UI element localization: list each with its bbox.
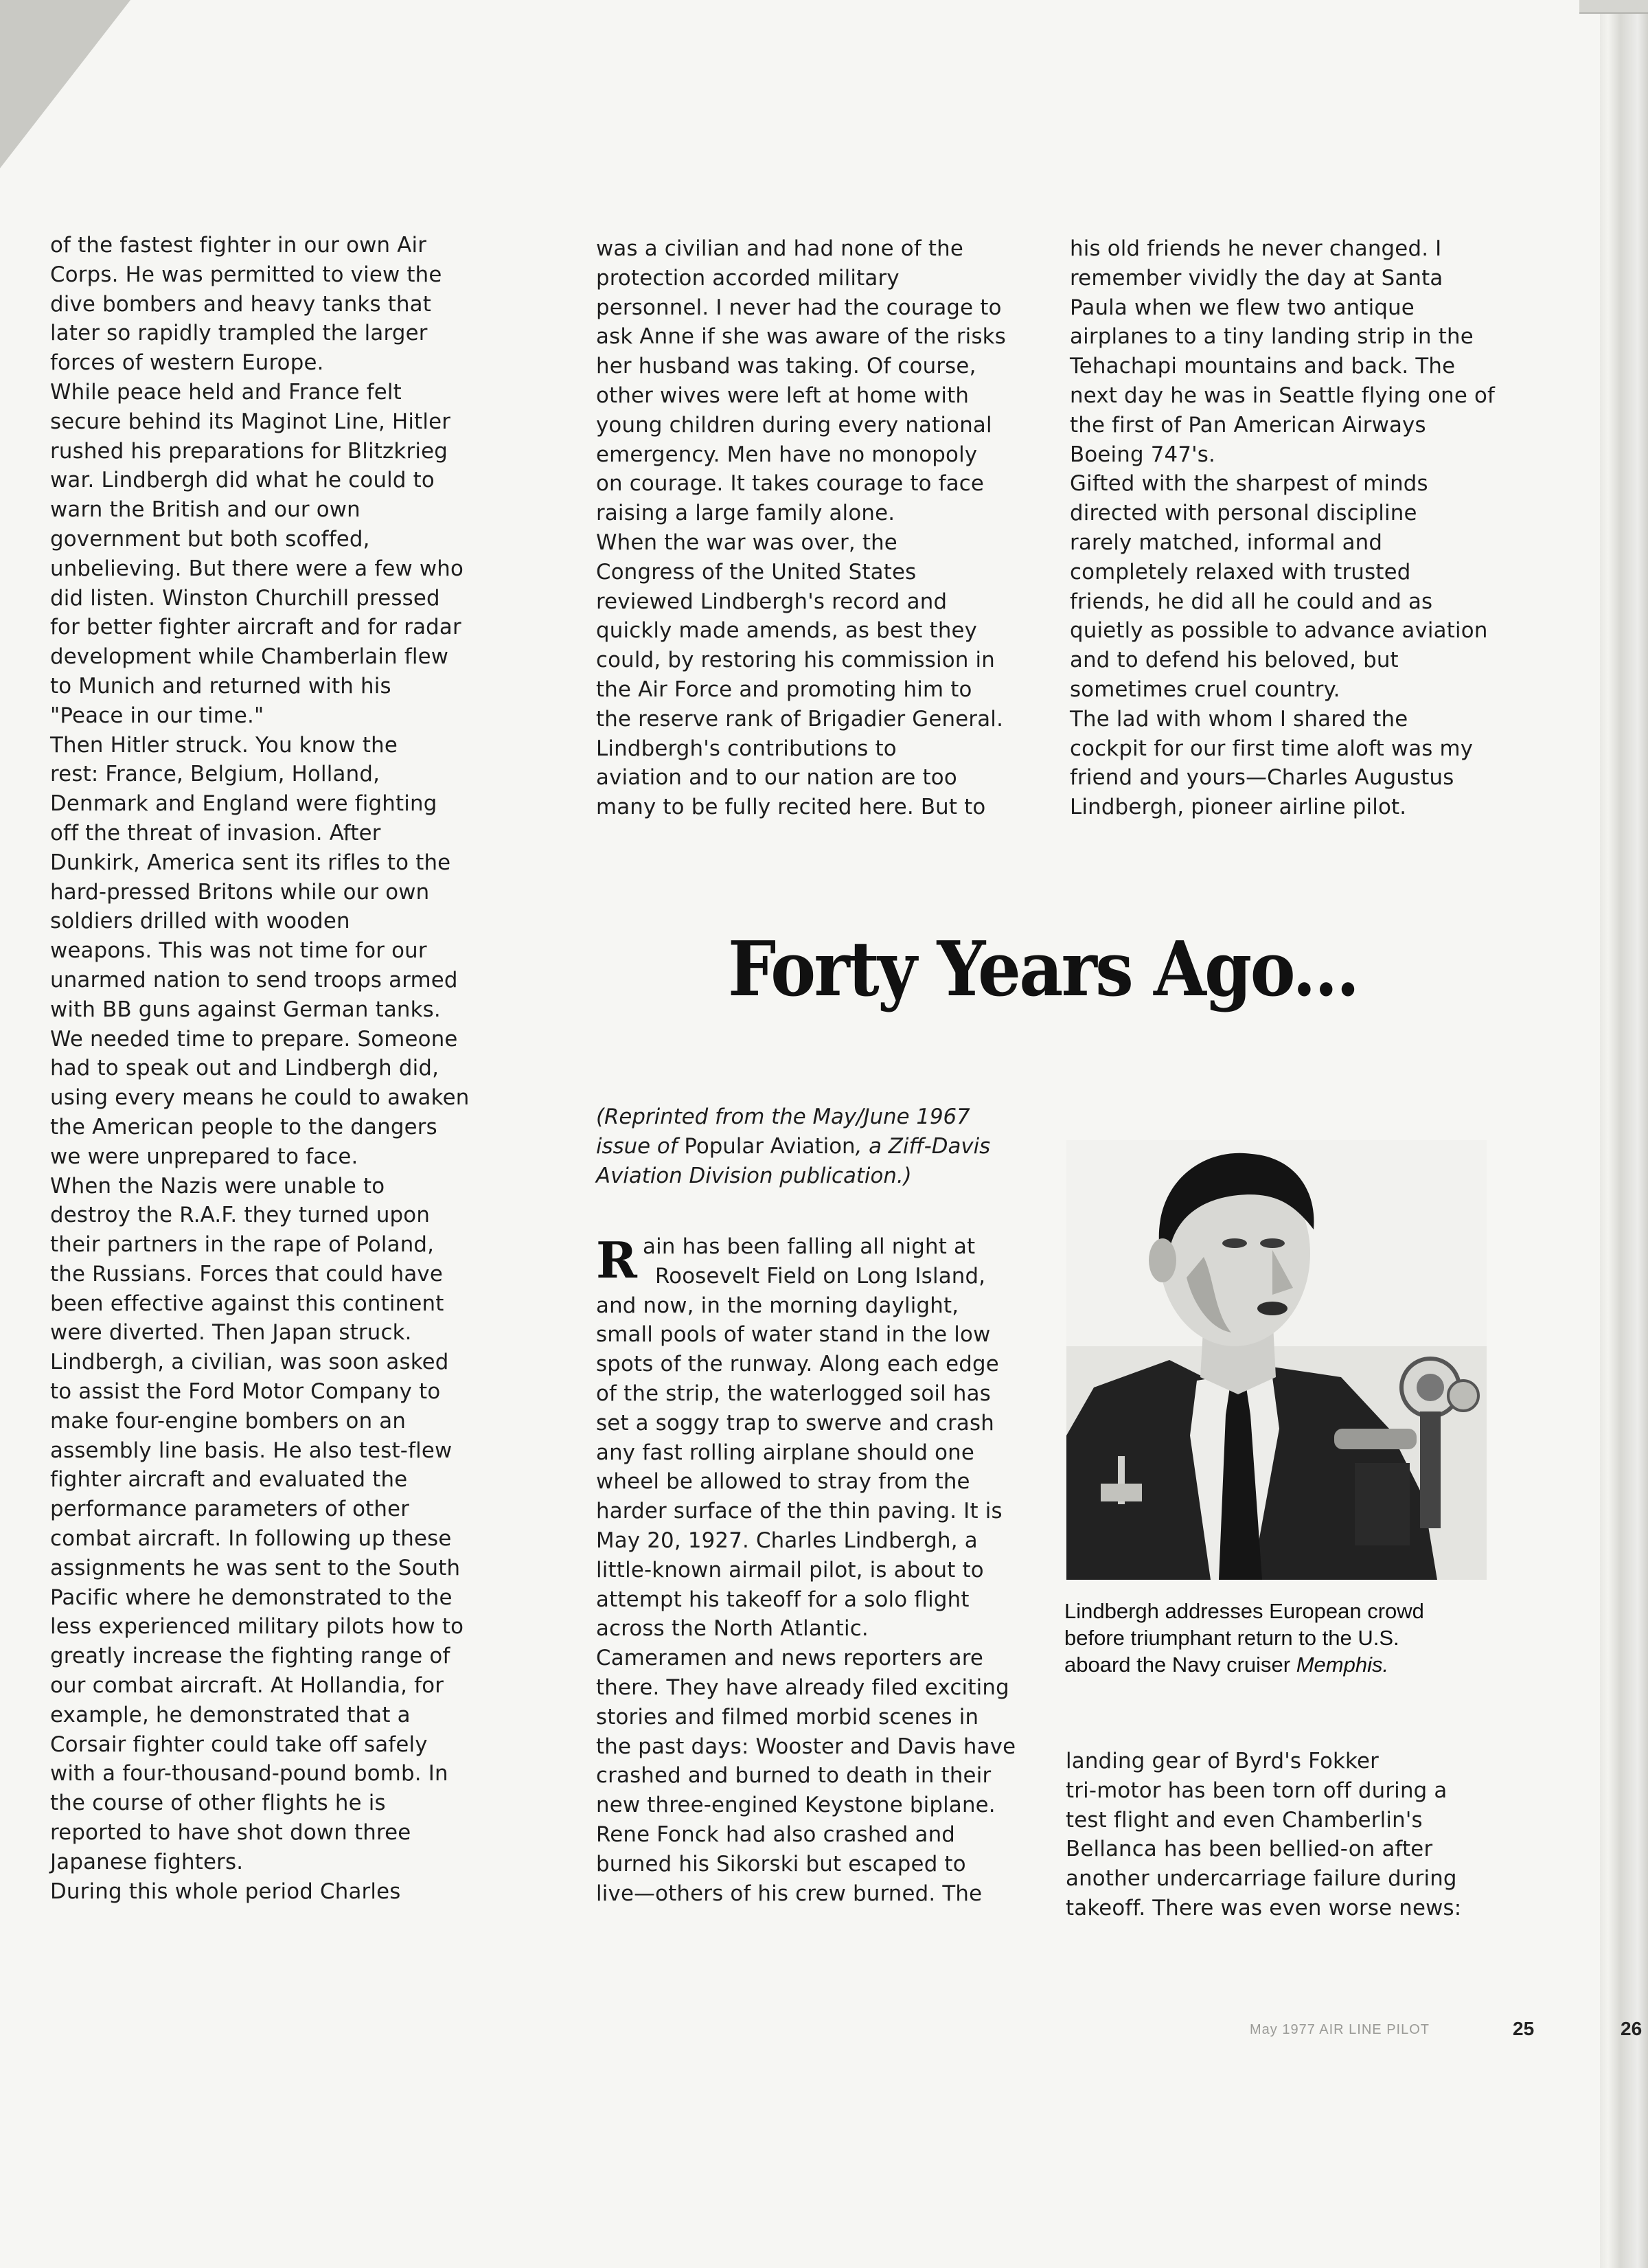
text-line: aviation and to our nation are too [596,765,957,791]
article-column [596,1232,1029,1908]
text-line: on courage. It takes courage to face [596,471,985,497]
text-line: were diverted. Then Japan struck. [50,1320,412,1346]
text-line: our combat aircraft. At Hollandia, for [50,1673,444,1699]
text-line: the American people to the dangers [50,1114,437,1139]
text-line: reviewed Lindbergh's record and [596,589,948,614]
reprint-note [596,1102,1090,1190]
text-line: cockpit for our first time aloft was my [1070,736,1474,761]
text-line: for better fighter aircraft and for radar [50,615,461,640]
text-line: May 20, 1927. Charles Lindbergh, a [596,1528,978,1553]
text-line: combat aircraft. In following up these [50,1526,452,1552]
caption-line: aboard the Navy cruiser [1064,1653,1296,1677]
text-line: another undercarriage failure during [1066,1866,1457,1892]
text-line: assembly line basis. He also test-flew [50,1438,453,1463]
text-line: Boeing 747's. [1070,442,1216,467]
text-line: soldiers drilled with wooden [50,909,350,934]
text-line: of the fastest fighter in our own Air [50,233,427,258]
text-line: the first of Pan American Airways [1070,412,1426,438]
text-line: with BB guns against German tanks. [50,997,441,1022]
text-line: harder surface of the thin paving. It is [596,1499,1003,1524]
next-page-number: 26 [1621,2018,1643,2039]
text-line: quickly made amends, as best they [596,618,978,644]
text-line: of the strip, the waterlogged soil has [596,1381,991,1406]
text-line: Lindbergh, pioneer airline pilot. [1070,795,1407,820]
text-line: The lad with whom I shared the [1070,706,1408,732]
text-line: assignments he was sent to the South [50,1555,461,1580]
text-line: While peace held and France felt [50,379,402,405]
text-line: their partners in the rape of Poland, [50,1232,435,1258]
photo-caption [1064,1598,1504,1678]
footer-credit: May 1977 AIR LINE PILOT [1250,2022,1430,2037]
text-line: spots of the runway. Along each edge [596,1352,999,1377]
text-line: warn the British and our own [50,497,360,523]
text-line: set a soggy trap to swerve and crash [596,1410,994,1436]
text-line: airplanes to a tiny landing strip in the [1070,324,1474,350]
caption-line: Lindbergh addresses European crowd [1064,1599,1424,1623]
next-page-edge [1600,0,1648,2268]
text-line: Paula when we flew two antique [1070,295,1415,320]
text-line: could, by restoring his commission in [596,648,996,673]
text-line: the course of other flights he is [50,1791,386,1816]
text-line: We needed time to prepare. Someone [50,1026,458,1052]
column-left [50,231,558,1906]
text-line: Lindbergh's contributions to [596,736,897,761]
text-line: did listen. Winston Churchill pressed [50,585,440,611]
text-line: Dunkirk, America sent its rifles to the [50,850,451,875]
text-line: rarely matched, informal and [1070,530,1383,555]
text-line: Corps. He was permitted to view the [50,262,442,287]
text-line: hard-pressed Britons while our own [50,879,430,905]
text-line: next day he was in Seattle flying one of [1070,383,1496,408]
text-line: weapons. This was not time for our [50,938,427,964]
text-line: to Munich and returned with his [50,673,391,699]
text-line: government but both scoffed, [50,526,370,552]
text-line: rest: France, Belgium, Holland, [50,762,380,787]
text-line: any fast rolling airplane should one [596,1440,975,1465]
text-line: Japanese fighters. [50,1849,244,1874]
text-line: make four-engine bombers on an [50,1408,407,1433]
text-line: rushed his preparations for Blitzkrieg [50,438,448,464]
text-line: takeoff. There was even worse news: [1066,1895,1462,1920]
text-line: Bellanca has been bellied-on after [1066,1837,1433,1862]
text-line: burned his Sikorski but escaped to [596,1851,966,1876]
column-right [1070,234,1509,822]
text-line: friend and yours—Charles Augustus [1070,765,1454,791]
text-line: her husband was taking. Of course, [596,354,976,379]
text-line: little-known airmail pilot, is about to [596,1557,984,1583]
text-line: sometimes cruel country. [1070,677,1340,702]
text-line: emergency. Men have no monopoly [596,442,978,467]
text-line: and to defend his beloved, but [1070,648,1399,673]
drop-cap: R [596,1231,638,1289]
text-line: the past days: Wooster and Davis have [596,1734,1016,1759]
text-line: directed with personal discipline [1070,501,1417,526]
text-line: the Air Force and promoting him to [596,677,972,702]
text-line: development while Chamberlain flew [50,644,449,670]
caption-line: before triumphant return to the U.S. [1064,1626,1399,1650]
text-line: fighter aircraft and evaluated the [50,1467,408,1493]
text-line: Gifted with the sharpest of minds [1070,471,1428,497]
text-line: across the North Atlantic. [596,1616,869,1642]
text-line: secure behind its Maginot Line, Hitler [50,409,451,434]
text-line: the reserve rank of Brigadier General. [596,706,1004,732]
publication-name: Popular Aviation [684,1133,856,1159]
text-line: "Peace in our time." [50,703,264,728]
text-line: was a civilian and had none of the [596,236,964,261]
text-line: Congress of the United States [596,559,917,585]
text-line: small pools of water stand in the low [596,1322,991,1348]
reprint-line: (Reprinted from the May/June 1967 [596,1104,970,1129]
text-line: stories and filmed morbid scenes in [596,1704,979,1730]
photo-image [1066,1140,1487,1580]
text-line: forces of western Europe. [50,350,324,376]
text-line: reported to have shot down three [50,1820,411,1846]
text-line: destroy the R.A.F. they turned upon [50,1203,431,1228]
text-line: the Russians. Forces that could have [50,1261,443,1286]
text-line: During this whole period Charles [50,1879,401,1904]
text-line: raising a large family alone. [596,501,895,526]
text-line: crashed and burned to death in their [596,1763,992,1789]
text-line: many to be fully recited here. But to [596,795,986,820]
text-line: unbelieving. But there were a few who [50,556,464,581]
text-line: protection accorded military [596,265,900,291]
text-line: attempt his takeoff for a solo flight [596,1587,970,1612]
column-middle [596,234,1022,822]
text-line: test flight and even Chamberlin's [1066,1807,1423,1833]
text-line: tri-motor has been torn off during a [1066,1778,1447,1803]
text-line: Cameramen and news reporters are [596,1646,984,1671]
text-line: ask Anne if she was aware of the risks [596,324,1006,350]
text-line: Then Hitler struck. You know the [50,732,398,758]
text-line: completely relaxed with trusted [1070,559,1411,585]
text-line: When the Nazis were unable to [50,1173,385,1199]
text-line: dive bombers and heavy tanks that [50,291,432,317]
text-line: When the war was over, the [596,530,897,555]
text-line: young children during every national [596,412,992,438]
text-line: later so rapidly trampled the larger [50,321,428,346]
text-line: friends, he did all he could and as [1070,589,1433,614]
text-line: Denmark and England were fighting [50,791,437,817]
text-line: Lindbergh, a civilian, was soon asked [50,1350,449,1375]
text-line: unarmed nation to send troops armed [50,967,458,993]
text-line: Pacific where he demonstrated to the [50,1585,453,1610]
text-line: quietly as possible to advance aviation [1070,618,1488,644]
reprint-line: , a Ziff-Davis [855,1133,991,1159]
text-line: other wives were left at home with [596,383,970,408]
text-line: with a four-thousand-pound bomb. In [50,1761,448,1787]
text-line: to assist the Ford Motor Company to [50,1379,441,1405]
text-line: landing gear of Byrd's Fokker [1066,1749,1379,1773]
text-line: remember vividly the day at Santa [1070,265,1443,291]
text-line: personnel. I never had the courage to [596,295,1002,320]
text-line: off the threat of invasion. After [50,820,381,846]
text-line: been effective against this continent [50,1291,444,1316]
text-line: wheel be allowed to stray from the [596,1469,970,1495]
text-line: less experienced military pilots how to [50,1614,464,1640]
page-number: 25 [1513,2018,1535,2039]
headline: Forty Years Ago... [728,925,1358,1013]
column-right-continued [1066,1747,1519,1923]
text-line: Tehachapi mountains and back. The [1070,354,1456,379]
text-line: using every means he could to awaken [50,1085,470,1111]
text-line: his old friends he never changed. I [1070,236,1442,261]
page-edge-top [1579,0,1648,14]
text-line: performance parameters of other [50,1497,410,1522]
article-line: ain has been falling all night at [643,1234,976,1259]
text-line: example, he demonstrated that a [50,1702,411,1727]
lindbergh-photo [1066,1140,1487,1580]
text-line: and now, in the morning daylight, [596,1293,959,1318]
text-line: Corsair fighter could take off safely [50,1732,428,1757]
ship-name: Memphis. [1296,1653,1389,1677]
text-line: new three-engined Keystone biplane. [596,1793,996,1818]
text-line: there. They have already filed exciting [596,1675,1009,1700]
text-line: greatly increase the fighting range of [50,1644,450,1669]
text-line: Rene Fonck had also crashed and [596,1822,956,1847]
text-line: we were unprepared to face. [50,1144,358,1169]
text-line: war. Lindbergh did what he could to [50,468,435,493]
article-line: Roosevelt Field on Long Island, [655,1263,986,1289]
text-line: had to speak out and Lindbergh did, [50,1056,439,1081]
reprint-line: Aviation Division publication.) [596,1163,912,1188]
reprint-line: issue of [596,1133,685,1159]
article-body [596,1291,1029,1909]
text-line: live—others of his crew burned. The [596,1881,983,1906]
